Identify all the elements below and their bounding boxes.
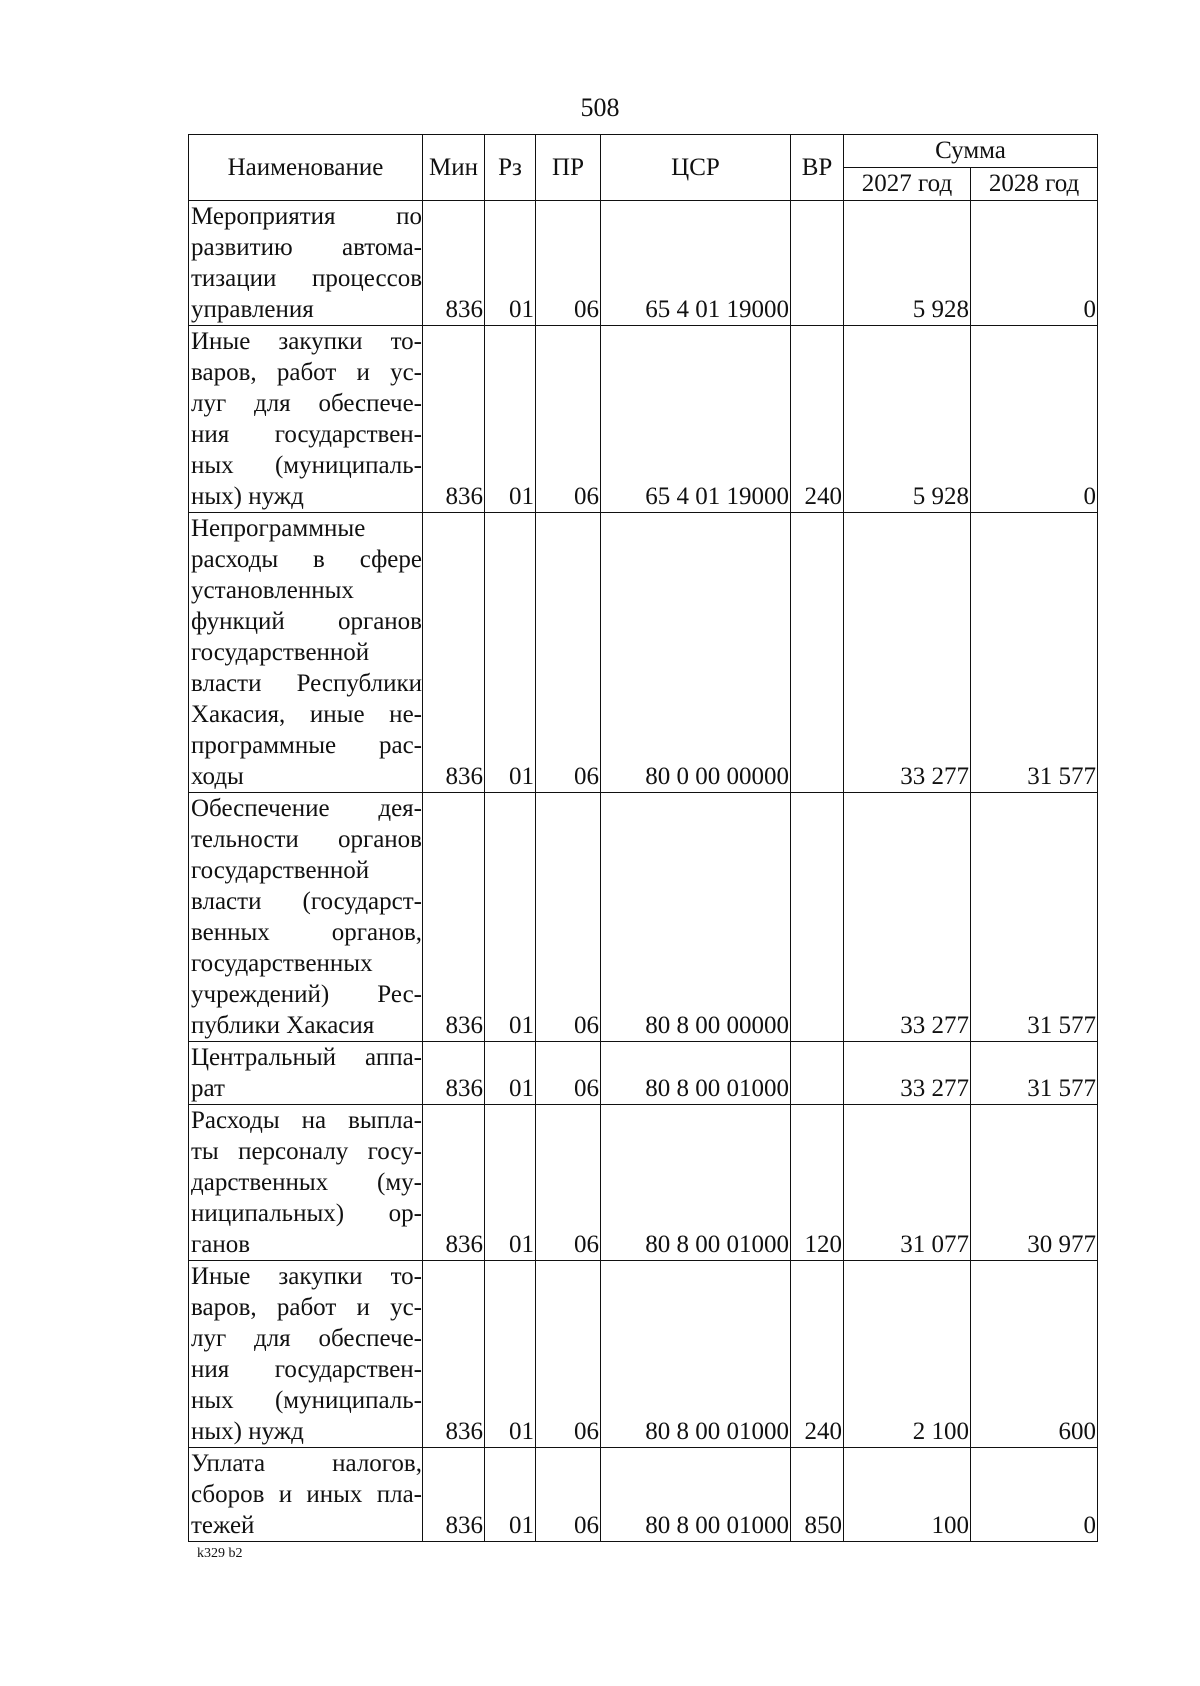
cell-min: 836	[423, 1261, 485, 1448]
table-header	[189, 135, 1098, 201]
table-row	[189, 513, 1098, 793]
name-line: Обеспечение дея-	[191, 795, 422, 822]
cell-rz: 01	[485, 201, 536, 326]
cell-min: 836	[423, 1448, 485, 1542]
name-line: развитию автома-	[191, 234, 422, 261]
cell-name	[189, 1261, 423, 1448]
name-line: власти (государст-	[191, 888, 422, 915]
name-line: тизации процессов	[191, 265, 422, 292]
cell-sum-2028: 31 577	[971, 1042, 1098, 1105]
budget-table	[188, 134, 1098, 1542]
name-line: варов, работ и ус-	[191, 1294, 422, 1321]
header-sum: Сумма	[844, 135, 1098, 168]
name-line: тельности органов	[191, 826, 422, 853]
name-line: Хакасия, иные не-	[191, 701, 422, 728]
header-pr: ПР	[536, 135, 601, 201]
cell-rz: 01	[485, 513, 536, 793]
cell-sum-2027: 2 100	[844, 1261, 971, 1448]
header-csr: ЦСР	[601, 135, 791, 201]
name-line: ты персоналу госу-	[191, 1138, 422, 1165]
cell-csr: 80 8 00 01000	[601, 1448, 791, 1542]
header-year-2027: 2027 год	[844, 168, 971, 201]
cell-pr: 06	[536, 201, 601, 326]
table-row	[189, 1448, 1098, 1542]
cell-pr: 06	[536, 1261, 601, 1448]
cell-pr: 06	[536, 513, 601, 793]
name-line: государственной	[191, 857, 370, 884]
name-line: ганов	[191, 1231, 251, 1258]
name-line: рат	[191, 1075, 225, 1102]
cell-csr: 80 0 00 00000	[601, 513, 791, 793]
cell-min: 836	[423, 201, 485, 326]
name-line: ния государствен-	[191, 1356, 422, 1383]
cell-csr: 80 8 00 01000	[601, 1105, 791, 1261]
cell-vr	[791, 201, 844, 326]
cell-csr: 80 8 00 00000	[601, 793, 791, 1042]
cell-csr: 80 8 00 01000	[601, 1042, 791, 1105]
cell-vr	[791, 513, 844, 793]
name-line: ходы	[191, 763, 244, 790]
table-row	[189, 1105, 1098, 1261]
cell-sum-2027: 33 277	[844, 793, 971, 1042]
name-line: Иные закупки то-	[191, 1263, 422, 1290]
name-line: Мероприятия по	[191, 203, 422, 230]
name-line: луг для обеспече-	[191, 1325, 422, 1352]
cell-name	[189, 326, 423, 513]
cell-vr: 240	[791, 326, 844, 513]
name-line: установленных	[191, 577, 354, 604]
cell-pr: 06	[536, 1042, 601, 1105]
cell-name	[189, 1105, 423, 1261]
cell-name	[189, 201, 423, 326]
name-line: публики Хакасия	[191, 1012, 375, 1039]
table-row	[189, 793, 1098, 1042]
cell-sum-2027: 5 928	[844, 326, 971, 513]
name-line: Непрограммные	[191, 515, 366, 542]
cell-min: 836	[423, 513, 485, 793]
cell-name	[189, 1042, 423, 1105]
page-number: 508	[580, 93, 620, 122]
cell-sum-2028: 31 577	[971, 513, 1098, 793]
name-line: ниципальных) ор-	[191, 1200, 422, 1227]
cell-rz: 01	[485, 1105, 536, 1261]
name-line: ных) нужд	[191, 483, 304, 510]
cell-sum-2027: 31 077	[844, 1105, 971, 1261]
cell-name	[189, 513, 423, 793]
cell-sum-2028: 0	[971, 201, 1098, 326]
cell-pr: 06	[536, 793, 601, 1042]
cell-csr: 65 4 01 19000	[601, 201, 791, 326]
name-line: ных (муниципаль-	[191, 1387, 422, 1414]
name-line: управления	[191, 296, 314, 323]
cell-vr: 850	[791, 1448, 844, 1542]
header-year-2028: 2028 год	[971, 168, 1098, 201]
cell-sum-2028: 600	[971, 1261, 1098, 1448]
cell-sum-2028: 0	[971, 326, 1098, 513]
header-vr: ВР	[791, 135, 844, 201]
cell-csr: 80 8 00 01000	[601, 1261, 791, 1448]
name-line: тежей	[191, 1512, 255, 1539]
header-min: Мин	[423, 135, 485, 201]
cell-sum-2028: 31 577	[971, 793, 1098, 1042]
name-line: варов, работ и ус-	[191, 359, 422, 386]
table-row	[189, 326, 1098, 513]
header-rz: Рз	[485, 135, 536, 201]
cell-pr: 06	[536, 326, 601, 513]
cell-rz: 01	[485, 1042, 536, 1105]
cell-sum-2027: 100	[844, 1448, 971, 1542]
cell-rz: 01	[485, 1261, 536, 1448]
table-row	[189, 1042, 1098, 1105]
name-line: ных (муниципаль-	[191, 452, 422, 479]
cell-sum-2027: 33 277	[844, 513, 971, 793]
cell-csr: 65 4 01 19000	[601, 326, 791, 513]
footer-code: k329 b2	[197, 1546, 243, 1561]
name-line: ния государствен-	[191, 421, 422, 448]
name-line: функций органов	[191, 608, 422, 635]
name-line: сборов и иных пла-	[191, 1481, 422, 1508]
cell-vr: 120	[791, 1105, 844, 1261]
cell-min: 836	[423, 1042, 485, 1105]
name-line: Уплата налогов,	[191, 1450, 422, 1477]
cell-min: 836	[423, 326, 485, 513]
cell-sum-2027: 5 928	[844, 201, 971, 326]
name-line: власти Республики	[191, 670, 422, 697]
name-line: Иные закупки то-	[191, 328, 422, 355]
cell-pr: 06	[536, 1448, 601, 1542]
cell-name	[189, 1448, 423, 1542]
table-body	[189, 201, 1098, 1542]
name-line: программные рас-	[191, 732, 422, 759]
name-line: Центральный аппа-	[191, 1044, 422, 1071]
cell-sum-2028: 0	[971, 1448, 1098, 1542]
cell-rz: 01	[485, 1448, 536, 1542]
name-line: ных) нужд	[191, 1418, 304, 1445]
cell-rz: 01	[485, 793, 536, 1042]
name-line: расходы в сфере	[191, 546, 422, 573]
name-line: дарственных (му-	[191, 1169, 422, 1196]
cell-pr: 06	[536, 1105, 601, 1261]
name-line: учреждений) Рес-	[191, 981, 422, 1008]
cell-min: 836	[423, 793, 485, 1042]
name-line: Расходы на выпла-	[191, 1107, 422, 1134]
name-line: луг для обеспече-	[191, 390, 422, 417]
name-line: государственных	[191, 950, 373, 977]
table-row	[189, 1261, 1098, 1448]
table-row	[189, 201, 1098, 326]
cell-rz: 01	[485, 326, 536, 513]
cell-sum-2027: 33 277	[844, 1042, 971, 1105]
cell-vr	[791, 1042, 844, 1105]
name-line: венных органов,	[191, 919, 422, 946]
cell-vr	[791, 793, 844, 1042]
cell-vr: 240	[791, 1261, 844, 1448]
cell-sum-2028: 30 977	[971, 1105, 1098, 1261]
cell-name	[189, 793, 423, 1042]
name-line: государственной	[191, 639, 370, 666]
header-name: Наименование	[189, 135, 423, 201]
cell-min: 836	[423, 1105, 485, 1261]
